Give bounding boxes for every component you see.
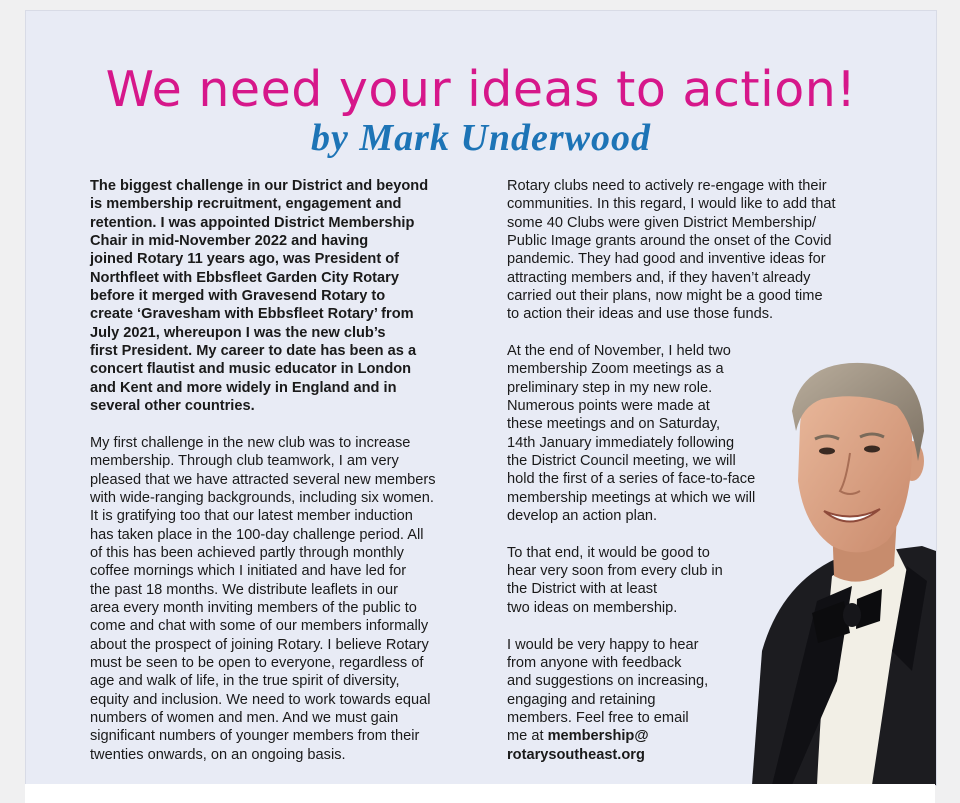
body-line: It is gratifying too that our latest member induction [90, 508, 413, 525]
body-line: equity and inclusion. We need to work towards equal [90, 691, 431, 708]
article-title: We need your ideas to action! [105, 61, 857, 118]
text-line: membership Zoom meetings as a [507, 361, 724, 378]
text-line: Rotary clubs need to actively re-engage with their [507, 178, 827, 194]
intro-paragraph [90, 177, 490, 415]
email-link-part1[interactable]: membership@ [547, 728, 649, 745]
body-line: significant numbers of younger members from their [90, 728, 420, 745]
body-line: about the prospect of joining Rotary. I believe Rotary [90, 636, 429, 653]
paragraph-reengage [507, 177, 887, 324]
text-line: engaging and retaining [507, 691, 656, 708]
body-line: age and walk of life, in the true spirit of diversity, [90, 673, 400, 690]
text-line: two ideas on membership. [507, 599, 678, 616]
body-line: with wide-ranging backgrounds, including six women. [90, 489, 434, 506]
text-line: Numerous points were made at [507, 398, 710, 415]
text-line: carried out their plans, now might be a good time [507, 288, 823, 305]
text-line: I would be very happy to hear [507, 636, 699, 653]
intro-line: create ‘Gravesham with Ebbsfleet Rotary’ from [90, 306, 414, 323]
email-prefix: me at [507, 728, 548, 745]
intro-line: is membership recruitment, engagement and [90, 196, 402, 213]
text-line: membership meetings at which we will [507, 489, 756, 506]
body-line: must be seen to be open to everyone, regardless of [90, 654, 424, 671]
intro-line: Northfleet with Ebbsfleet Garden City Rotary [90, 269, 399, 286]
body-line: My first challenge in the new club was to increase [90, 434, 411, 451]
intro-line: concert flautist and music educator in London [90, 361, 412, 378]
text-line: from anyone with feedback [507, 654, 682, 671]
article-page [25, 10, 937, 786]
bottom-strip [25, 784, 935, 803]
text-line: preliminary step in my new role. [507, 379, 713, 396]
intro-line: Chair in mid-November 2022 and having [90, 233, 369, 250]
text-line: the District with at least [507, 581, 658, 598]
intro-line: and Kent and more widely in England and in [90, 379, 397, 396]
text-line: 14th January immediately following [507, 434, 735, 451]
article-byline: by Mark Underwood [310, 117, 652, 159]
intro-line: The biggest challenge in our District and beyond [90, 178, 429, 194]
text-line: hold the first of a series of face-to-face [507, 471, 756, 488]
text-line: At the end of November, I held two [507, 343, 731, 359]
body-line: coffee mornings which I initiated and have led for [90, 563, 407, 580]
text-line: hear very soon from every club in [507, 563, 723, 580]
body-line: numbers of women and men. And we must gain [90, 709, 399, 726]
body-line: has taken place in the 100-day challenge period. All [90, 526, 424, 543]
text-line: some 40 Clubs were given District Membership/ [507, 214, 817, 231]
left-column [90, 177, 490, 764]
intro-line: retention. I was appointed District Membership [90, 214, 415, 231]
body-line: area every month inviting members of the public to [90, 599, 417, 616]
text-line: these meetings and on Saturday, [507, 416, 721, 433]
body-line: membership. Through club teamwork, I am very [90, 453, 399, 470]
text-line: To that end, it would be good to [507, 544, 710, 561]
body-line: twenties onwards, on an ongoing basis. [90, 746, 346, 763]
body-line: come and chat with some of our members informally [90, 618, 429, 635]
intro-line: before it merged with Gravesend Rotary to [90, 288, 386, 305]
text-line: and suggestions on increasing, [507, 673, 709, 690]
body-paragraph [90, 434, 490, 764]
intro-line: several other countries. [90, 398, 255, 415]
body-line: the past 18 months. We distribute leaflets in our [90, 581, 398, 598]
text-line: members. Feel free to email [507, 709, 689, 726]
text-line: develop an action plan. [507, 508, 658, 525]
text-line: the District Council meeting, we will [507, 453, 736, 470]
email-link-part2[interactable]: rotarysoutheast.org [507, 746, 645, 763]
right-column-top [507, 177, 887, 324]
intro-line: joined Rotary 11 years ago, was President of [90, 251, 400, 268]
body-line: pleased that we have attracted several new members [90, 471, 436, 488]
text-line: communities. In this regard, I would like to add that [507, 196, 836, 213]
text-line: pandemic. They had good and inventive ideas for [507, 251, 826, 268]
body-line: of this has been achieved partly through monthly [90, 544, 404, 561]
text-line: Public Image grants around the onset of the Covid [507, 233, 832, 250]
text-line: to action their ideas and use those funds. [507, 306, 774, 323]
text-line: attracting members and, if they haven’t already [507, 269, 811, 286]
intro-line: July 2021, whereupon I was the new club’s [90, 324, 386, 341]
intro-line: first President. My career to date has been as a [90, 343, 417, 360]
author-portrait-photo [722, 351, 936, 785]
